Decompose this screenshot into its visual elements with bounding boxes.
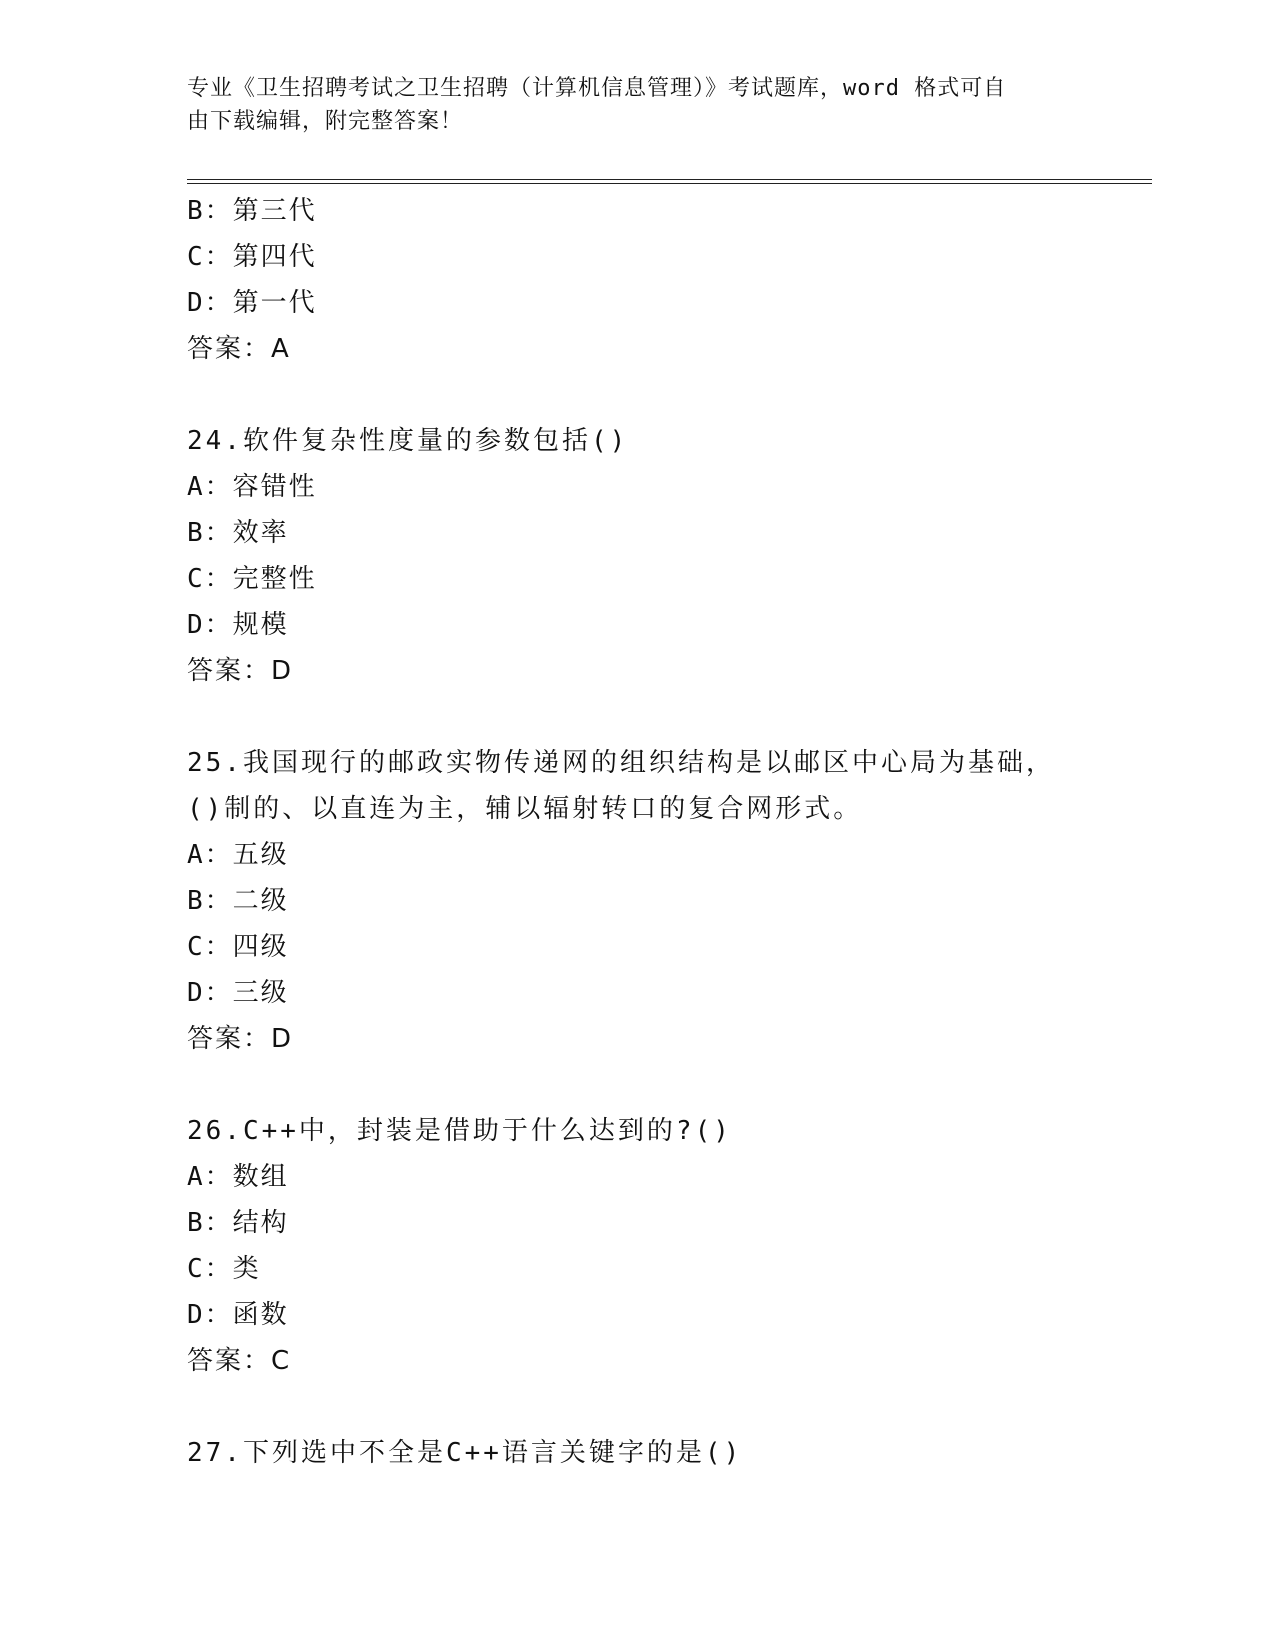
answer: 答案：D: [187, 1024, 294, 1054]
question-27: [187, 1430, 1087, 1476]
question-26: [187, 1108, 1087, 1384]
spacer: [187, 1384, 1087, 1430]
question-23: [187, 188, 1087, 372]
option-a: A：容错性: [187, 472, 317, 502]
header-divider-top: [187, 179, 1152, 180]
option-b: B：效率: [187, 518, 289, 548]
option-b: B：结构: [187, 1208, 289, 1238]
option-d: D：三级: [187, 978, 289, 1008]
option-d: D：第一代: [187, 288, 317, 318]
header-divider-bottom: [187, 183, 1152, 184]
answer: 答案：D: [187, 656, 294, 686]
option-b: B：第三代: [187, 196, 317, 226]
option-c: C：第四代: [187, 242, 317, 272]
question-text: 24.软件复杂性度量的参数包括(): [187, 426, 629, 456]
header-line-2: 由下载编辑，附完整答案！: [187, 109, 464, 134]
spacer: [187, 694, 1087, 740]
option-c: C：完整性: [187, 564, 317, 594]
document-header: [187, 72, 1067, 138]
option-c: C：四级: [187, 932, 289, 962]
question-list: [187, 188, 1087, 1476]
question-text: 27.下列选中不全是C++语言关键字的是(): [187, 1438, 743, 1468]
option-c: C：类: [187, 1254, 261, 1284]
question-text: 25.我国现行的邮政实物传递网的组织结构是以邮区中心局为基础，()制的、以直连为主，辅以辐射转口的复合网形式。: [187, 748, 1055, 824]
option-d: D：规模: [187, 610, 289, 640]
answer: 答案：A: [187, 334, 291, 364]
question-25: [187, 740, 1087, 1062]
answer: 答案：C: [187, 1346, 292, 1376]
header-line-1: 专业《卫生招聘考试之卫生招聘（计算机信息管理）》考试题库，word 格式可自: [187, 76, 1007, 101]
spacer: [187, 1062, 1087, 1108]
spacer: [187, 372, 1087, 418]
question-text: 26.C++中，封装是借助于什么达到的?(): [187, 1116, 732, 1146]
option-a: A：数组: [187, 1162, 289, 1192]
option-d: D：函数: [187, 1300, 289, 1330]
option-b: B：二级: [187, 886, 289, 916]
question-24: [187, 418, 1087, 694]
option-a: A：五级: [187, 840, 289, 870]
